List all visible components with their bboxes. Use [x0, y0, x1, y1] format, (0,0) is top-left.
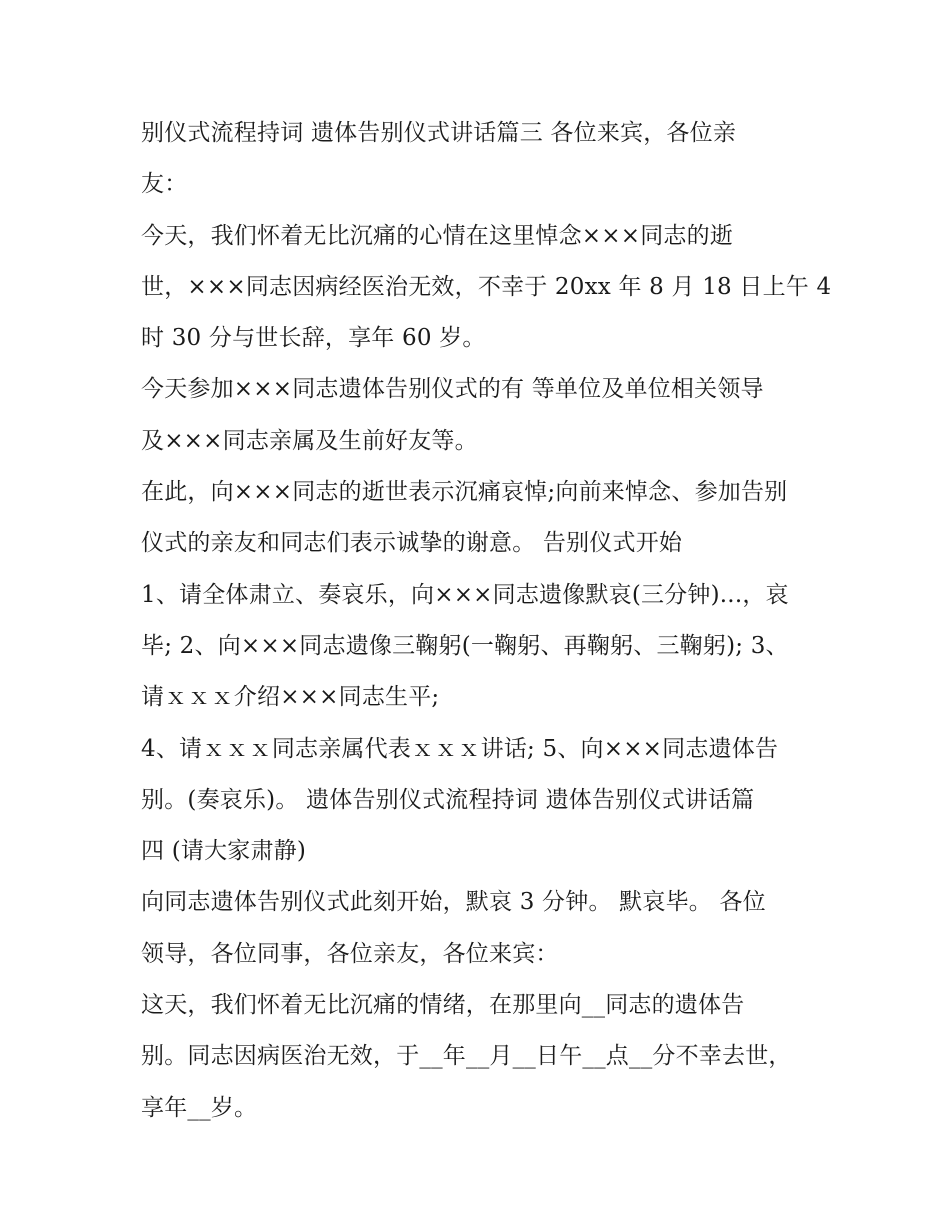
text-line: 4、请ｘｘｘ同志亲属代表ｘｘｘ讲话; 5、向×××同志遗体告	[141, 735, 779, 762]
text-line: 向同志遗体告别仪式此刻开始，默哀 3 分钟。 默哀毕。 各位	[141, 889, 766, 916]
text-line: 在此，向×××同志的逝世表示沉痛哀悼;向前来悼念、参加告别	[141, 479, 788, 506]
text-line: 别仪式流程持词 遗体告别仪式讲话篇三 各位来宾，各位亲	[141, 120, 737, 146]
text-line: 享年__岁。	[141, 1094, 258, 1121]
text-line: 及×××同志亲属及生前好友等。	[141, 427, 478, 454]
text-line: 领导，各位同事，各位亲友，各位来宾：	[141, 940, 559, 967]
text-line: 友：	[141, 171, 188, 198]
text-line: 别。同志因病医治无效，于__年__月__日午__点__分不幸去世，	[141, 1043, 792, 1070]
text-line: 别。(奏哀乐)。 遗体告别仪式流程持词 遗体告别仪式讲话篇	[141, 786, 755, 813]
text-line: 仪式的亲友和同志们表示诚挚的谢意。 告别仪式开始	[141, 530, 683, 557]
text-line: 时 30 分与世长辞，享年 60 岁。	[141, 325, 486, 352]
text-line: 1、请全体肃立、奏哀乐，向×××同志遗像默哀(三分钟)...，哀	[141, 581, 789, 608]
text-line: 今天，我们怀着无比沉痛的心情在这里悼念×××同志的逝	[141, 222, 734, 249]
text-line: 世，×××同志因病经医治无效，不幸于 20xx 年 8 月 18 日上午 4	[141, 273, 832, 300]
text-line: 请ｘｘｘ介绍×××同志生平;	[141, 684, 440, 711]
text-line: 这天，我们怀着无比沉痛的情绪，在那里向__同志的遗体告	[141, 992, 745, 1019]
document-body	[141, 108, 832, 1134]
text-line: 四 (请大家肃静)	[141, 838, 307, 865]
text-line: 毕; 2、向×××同志遗像三鞠躬(一鞠躬、再鞠躬、三鞠躬); 3、	[141, 632, 789, 659]
text-line: 今天参加×××同志遗体告别仪式的有 等单位及单位相关领导	[141, 376, 764, 403]
